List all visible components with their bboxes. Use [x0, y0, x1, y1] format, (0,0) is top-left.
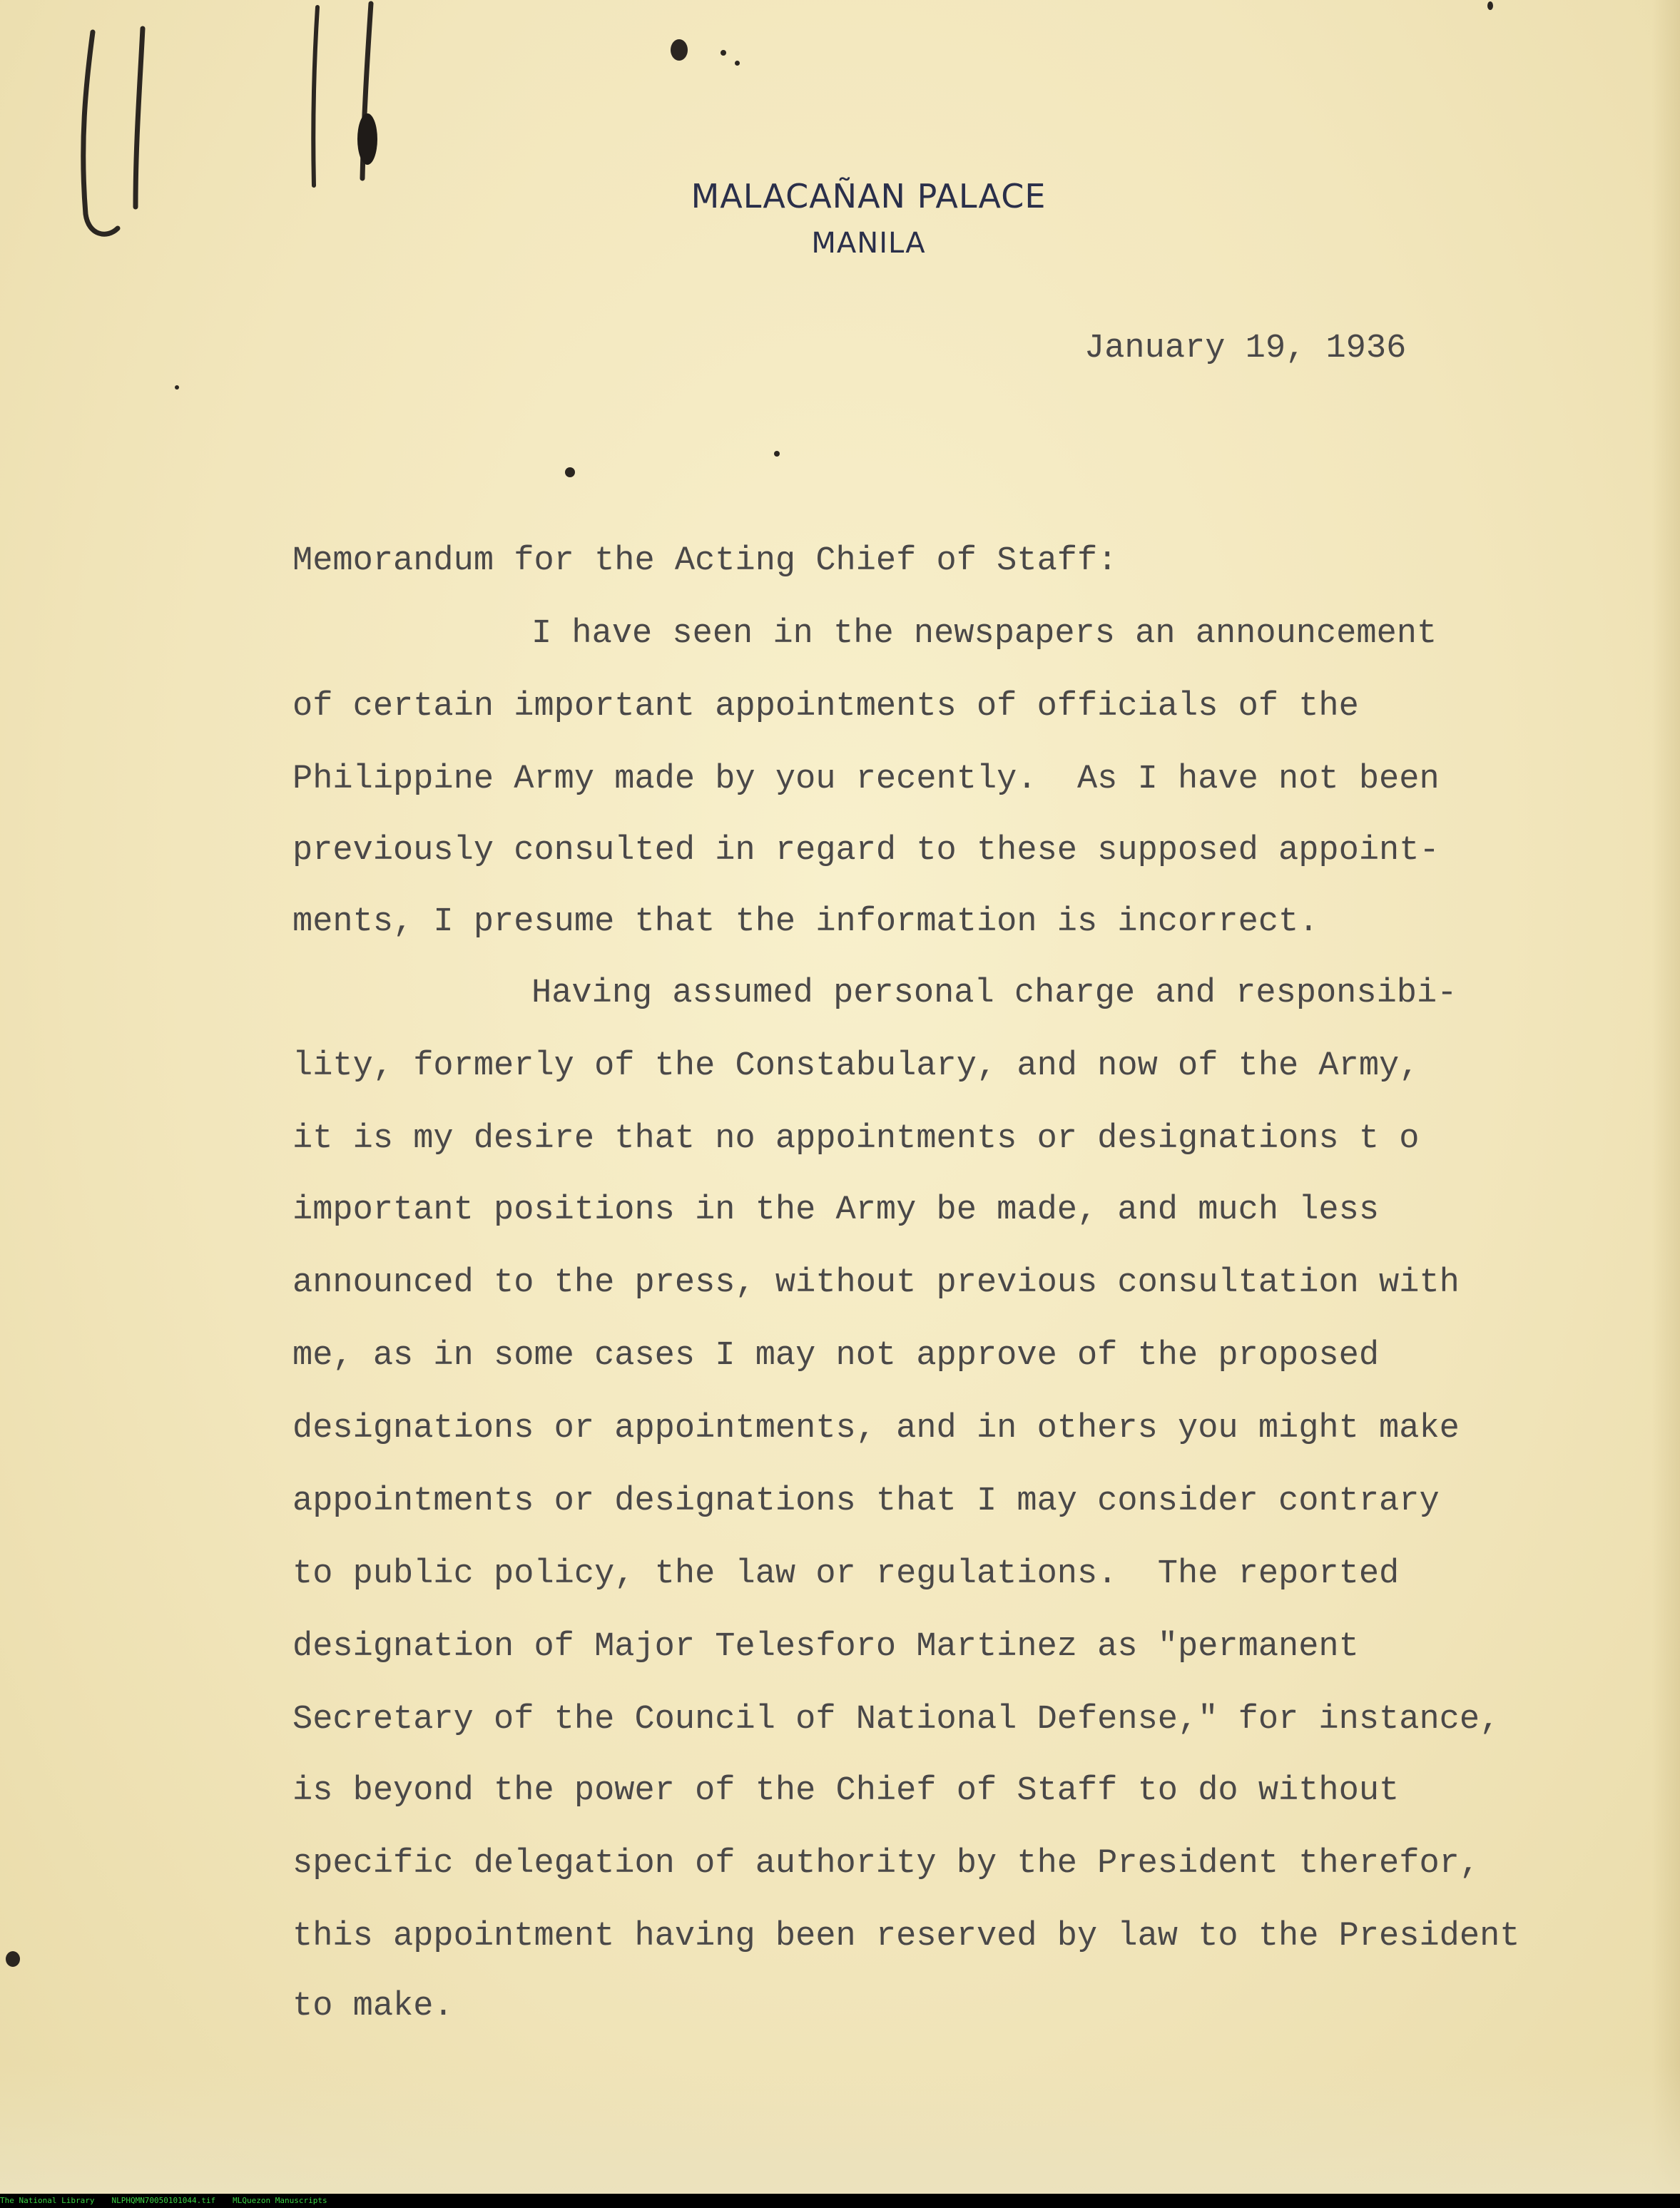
paragraph1-line: ments, I presume that the information is incorrect.	[292, 903, 1319, 941]
paragraph2-line: is beyond the power of the Chief of Staff to do without	[292, 1772, 1400, 1810]
ink-speck	[565, 467, 575, 477]
footer-library: The National Library	[0, 2196, 95, 2205]
archive-footer	[0, 2194, 1680, 2208]
handwritten-marks	[64, 0, 435, 257]
ink-speck	[735, 61, 740, 66]
letterhead-city: MANILA	[811, 227, 926, 260]
paragraph2-line: this appointment having been reserved by law to the President	[292, 1918, 1520, 1955]
paragraph2-line: important positions in the Army be made, and much less	[292, 1191, 1380, 1229]
paragraph2-line: lity, formerly of the Constabulary, and now of the Army,	[292, 1047, 1420, 1085]
ink-speck	[721, 50, 726, 56]
paragraph2-line: it is my desire that no appointments or designations t o	[292, 1120, 1420, 1158]
paragraph2-line: designations or appointments, and in others you might make	[292, 1410, 1460, 1448]
paragraph2-line: designation of Major Telesforo Martinez as "permanent	[292, 1628, 1359, 1666]
paragraph2-line: to public policy, the law or regulations. The reported	[292, 1555, 1400, 1593]
paper-bottom-edge	[0, 2065, 1680, 2194]
paper-edge-shadow	[1651, 0, 1680, 2194]
paragraph2-line: me, as in some cases I may not approve of the proposed	[292, 1337, 1380, 1375]
footer-file: NLPHQMN70050101044.tif	[111, 2196, 216, 2205]
paragraph1-line: previously consulted in regard to these supposed appoint-	[292, 832, 1440, 870]
letter-date: January 19, 1936	[1084, 330, 1407, 367]
paragraph2-line: to make.	[292, 1988, 454, 2025]
letterhead-title: MALACAÑAN PALACE	[691, 177, 1047, 215]
ink-speck	[774, 451, 780, 457]
paragraph1-line: I have seen in the newspapers an announcement	[531, 615, 1437, 653]
ink-speck	[671, 39, 688, 61]
ink-speck	[6, 1951, 20, 1967]
ink-speck	[175, 385, 179, 390]
ink-speck	[1487, 1, 1493, 10]
paragraph2-line: announced to the press, without previous consultation with	[292, 1264, 1460, 1302]
footer-collection: MLQuezon Manuscripts	[233, 2196, 327, 2205]
paragraph2-line: specific delegation of authority by the President therefor,	[292, 1845, 1480, 1883]
paragraph2-line: appointments or designations that I may consider contrary	[292, 1482, 1440, 1520]
paragraph2-line: Having assumed personal charge and responsibi-	[531, 975, 1457, 1012]
paragraph1-line: Philippine Army made by you recently. As I have not been	[292, 760, 1440, 798]
paragraph1-line: of certain important appointments of officials of the	[292, 688, 1359, 726]
paragraph2-line: Secretary of the Council of National Defense," for instance,	[292, 1701, 1500, 1739]
memo-salutation: Memorandum for the Acting Chief of Staff:	[292, 542, 1118, 580]
